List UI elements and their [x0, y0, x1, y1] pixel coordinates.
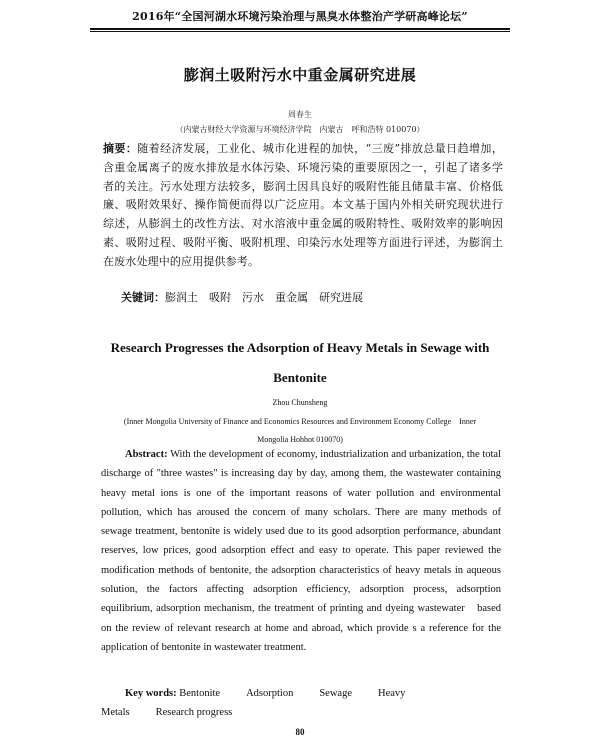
chinese-keywords — [121, 290, 501, 306]
header-rule — [90, 28, 510, 30]
running-header: 2016年“全国河湖水环境污染治理与黑臭水体整治产学研高峰论坛” — [132, 10, 468, 23]
chinese-keywords-text: 膨润土 吸附 污水 重金属 研究进展 — [165, 291, 363, 304]
chinese-keywords-label: 关键词： — [121, 291, 165, 304]
keyword: Heavy Metals — [101, 688, 406, 718]
chinese-title: 膨润土吸附污水中重金属研究进展 — [183, 66, 417, 84]
keyword: Research progress — [155, 707, 233, 718]
english-abstract-text: With the development of economy, industrialization and urbanization, the total discharge of "three wastes" is increasing day by day, among them, the wastewater containing heavy metal ions is one of the important reasons of water pollution and environmental pollution, which has aroused the concern of many scholars. There are many methods of sewage treatment, bentonite is widely used due to its good adsorption performance, abundant reserves, low prices, good adsorption effect and easy to operate. This paper reviewed the modification methods of bentonite, the adsorption characteristics of heavy metals in aqueous solution, the factors affecting adsorption efficiency, adsorption process, adsorption equilibrium, adsorption mechanism, the treatment of printing and dyeing wastewater based on the review of relevant research at home and abroad, which provide s a reference for the application of bentonite in wastewater treatment. — [101, 449, 501, 653]
english-keywords-label: Key words: — [125, 688, 177, 699]
english-keywords — [101, 684, 501, 722]
chinese-abstract — [103, 140, 503, 272]
chinese-abstract-label: 摘要： — [103, 142, 138, 155]
chinese-affiliation: （内蒙古财经大学资源与环境经济学院 内蒙古 呼和浩特 010070） — [175, 125, 425, 134]
header-rule-thin — [90, 31, 510, 32]
english-abstract-label: Abstract: — [125, 449, 168, 460]
english-author: Zhou Chunsheng — [272, 398, 328, 407]
english-abstract — [101, 445, 501, 657]
page-number: 80 — [295, 727, 305, 737]
keyword: Sewage — [319, 688, 352, 699]
keyword: Adsorption — [246, 688, 294, 699]
chinese-author: 周春生 — [288, 110, 312, 119]
chinese-abstract-text: 随着经济发展，工业化、城市化进程的加快，“三废”排放总量日趋增加，含重金属离子的废水排放是水体污染、环境污染的重要原因之一，引起了诸多学者的关注。污水处理方法较多，膨润土因具良好的吸附性能且储量丰富、价格低廉、吸附效果好、操作简便而得以广泛应用。本文基于国内外相关研究现状进行综述，从膨润土的改性方法、对水溶液中重金属的吸附特性、吸附效率的影响因素、吸附过程、吸附平衡、吸附机理、印染污水处理等方面进行评述，为膨润土在废水处理中的应用提供参考。 — [103, 142, 504, 268]
keyword: Bentonite — [179, 688, 221, 699]
english-affiliation: (Inner Mongolia University of Finance and Economics Resources and Environment Economy College Inner Mongolia Hohhot 010070) — [123, 417, 477, 444]
english-title: Research Progresses the Adsorption of Heavy Metals in Sewage with Bentonite — [110, 340, 490, 385]
